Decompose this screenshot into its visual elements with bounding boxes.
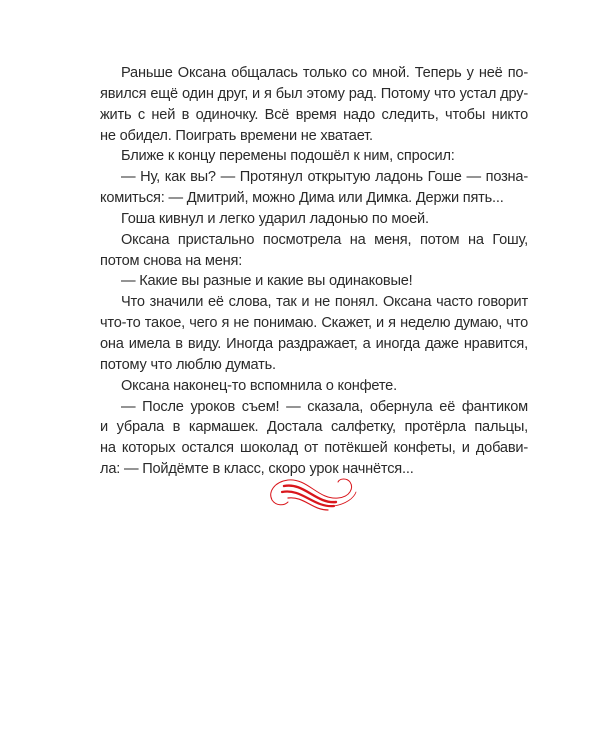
text-line: что-то такое, чего я не понимаю. Скажет, и я неделю думаю, что bbox=[100, 315, 528, 332]
text-line: Оксана пристально посмотрела на меня, потом на Гошу, bbox=[121, 231, 528, 248]
text-line: и убрала в кармашек. Достала салфетку, протёрла пальцы, bbox=[100, 419, 528, 436]
text-line: комиться: — Дмитрий, можно Дима или Димка. Держи пять... bbox=[100, 190, 504, 207]
decorative-swirl-ornament-icon bbox=[258, 470, 362, 514]
text-line: Гоша кивнул и легко ударил ладонью по моей. bbox=[121, 210, 429, 227]
text-line: жить с ней в одиночку. Всё время надо следить, чтобы никто bbox=[100, 106, 528, 123]
text-line: — Ну, как вы? — Протянул открытую ладонь Гоше — позна- bbox=[121, 169, 528, 186]
text-line: Раньше Оксана общалась только со мной. Теперь у неё по- bbox=[121, 65, 528, 81]
text-line: Ближе к концу перемены подошёл к ним, спросил: bbox=[121, 148, 455, 165]
text-line: на которых остался шоколад от потёкшей конфеты, и добави- bbox=[100, 440, 528, 457]
text-line: ла: — Пойдёмте в класс, скоро урок начнётся... bbox=[100, 461, 414, 478]
text-line: — Какие вы разные и какие вы одинаковые! bbox=[121, 273, 413, 290]
text-line: она имела в виду. Иногда раздражает, а иногда даже нравится, bbox=[100, 335, 528, 352]
text-line: потом снова на меня: bbox=[100, 252, 243, 269]
text-line: не обидел. Поиграть времени не хватает. bbox=[100, 127, 373, 144]
text-line: Оксана наконец-то вспомнила о конфете. bbox=[121, 377, 397, 394]
book-page-text bbox=[100, 63, 528, 480]
text-line: потому что люблю думать. bbox=[100, 356, 276, 373]
text-line: Что значили её слова, так и не понял. Оксана часто говорит bbox=[121, 294, 528, 311]
text-line: явился ещё один друг, и я был этому рад. Потому что устал дру- bbox=[100, 85, 528, 102]
text-line: — После уроков съем! — сказала, обернула её фантиком bbox=[121, 398, 528, 415]
